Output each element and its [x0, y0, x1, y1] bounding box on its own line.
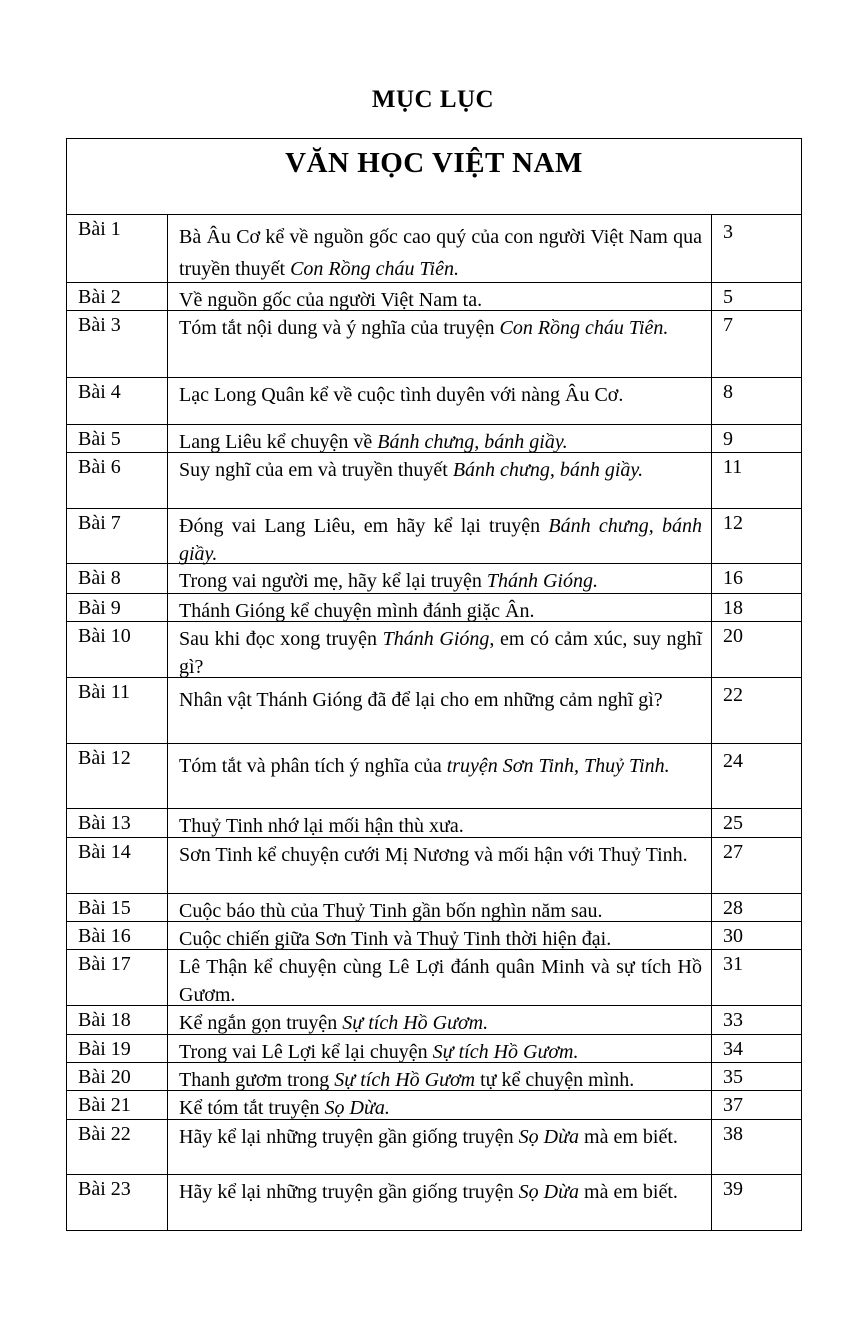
toc-row	[67, 1062, 801, 1090]
toc-row	[67, 215, 801, 282]
toc-row	[67, 424, 801, 452]
lesson-number: Bài 4	[67, 378, 168, 424]
lesson-title-italic: Con Rồng cháu Tiên.	[499, 317, 669, 339]
lesson-number: Bài 14	[67, 838, 168, 893]
toc-row	[67, 377, 801, 424]
page-number: 34	[723, 1038, 743, 1060]
lesson-number: Bài 5	[67, 425, 168, 452]
toc-row	[67, 743, 801, 808]
lesson-number: Bài 2	[67, 283, 168, 310]
page-number: 31	[723, 953, 743, 975]
lesson-number: Bài 12	[67, 744, 168, 808]
page-number: 30	[723, 925, 743, 947]
lesson-title-italic: Thánh Gióng.	[486, 570, 598, 592]
lesson-title-text: Cuộc chiến giữa Sơn Tinh và Thuỷ Tinh thời hiện đại.	[179, 928, 612, 950]
lesson-title-text: Hãy kể lại những truyện gần giống truyện	[179, 1126, 519, 1148]
lesson-title-text: Đóng vai Lang Liêu, em hãy kể lại truyện	[179, 515, 549, 537]
lesson-number: Bài 15	[67, 894, 168, 921]
toc-row	[67, 1034, 801, 1062]
lesson-number: Bài 20	[67, 1063, 168, 1090]
toc-row	[67, 837, 801, 893]
lesson-title	[168, 1063, 712, 1090]
lesson-title-text: Bà Âu Cơ kể về nguồn gốc cao quý của con người Việt Nam qua truyền thuyết	[179, 226, 702, 280]
toc-rows	[67, 215, 801, 1230]
page-number: 22	[723, 684, 743, 706]
page-number: 27	[723, 841, 743, 863]
lesson-title	[168, 622, 712, 677]
page-number: 25	[723, 812, 743, 834]
toc-row	[67, 677, 801, 743]
page-number: 5	[723, 286, 733, 308]
lesson-title-text: mà em biết.	[579, 1181, 678, 1203]
toc-row	[67, 282, 801, 310]
lesson-title	[168, 425, 712, 452]
lesson-title	[168, 311, 712, 377]
lesson-title-italic: Sự tích Hồ Gươm.	[432, 1041, 579, 1063]
toc-row	[67, 893, 801, 921]
lesson-number: Bài 23	[67, 1175, 168, 1230]
lesson-title	[168, 838, 712, 893]
toc-row	[67, 508, 801, 563]
lesson-title	[168, 744, 712, 808]
lesson-number: Bài 7	[67, 509, 168, 563]
page-number: 38	[723, 1123, 743, 1145]
lesson-title	[168, 509, 712, 563]
lesson-title-text: Nhân vật Thánh Gióng đã để lại cho em những cảm nghĩ gì?	[179, 689, 663, 711]
lesson-title-italic: Sự tích Hồ Gươm	[334, 1069, 476, 1091]
lesson-number: Bài 21	[67, 1091, 168, 1119]
lesson-title	[168, 1035, 712, 1062]
toc-row	[67, 593, 801, 621]
lesson-title-text: Lê Thận kể chuyện cùng Lê Lợi đánh quân Minh và sự tích Hồ Gươm.	[179, 956, 702, 1006]
lesson-title-text: Cuộc báo thù của Thuỷ Tinh gần bốn nghìn năm sau.	[179, 900, 603, 922]
lesson-number: Bài 1	[67, 215, 168, 282]
lesson-title-text: Trong vai người mẹ, hãy kể lại truyện	[179, 570, 487, 592]
page-number: 12	[723, 512, 743, 534]
page-number: 33	[723, 1009, 743, 1031]
lesson-title-text: tự kể chuyện mình.	[475, 1069, 635, 1091]
page-number: 3	[723, 221, 733, 243]
lesson-number: Bài 13	[67, 809, 168, 837]
lesson-number: Bài 22	[67, 1120, 168, 1174]
lesson-number: Bài 6	[67, 453, 168, 508]
page-number: 20	[723, 625, 743, 647]
lesson-title	[168, 378, 712, 424]
lesson-title	[168, 1175, 712, 1230]
lesson-number: Bài 16	[67, 922, 168, 949]
lesson-number: Bài 3	[67, 311, 168, 377]
toc-row	[67, 921, 801, 949]
lesson-title	[168, 215, 712, 282]
lesson-title-text: Lạc Long Quân kể về cuộc tình duyên với nàng Âu Cơ.	[179, 384, 624, 406]
lesson-title	[168, 950, 712, 1005]
toc-row	[67, 563, 801, 593]
lesson-title-text: Tóm tắt và phân tích ý nghĩa của	[179, 755, 447, 777]
lesson-title-text: Suy nghĩ của em và truyền thuyết	[179, 459, 453, 481]
lesson-title	[168, 594, 712, 621]
lesson-title-text: Sơn Tinh kể chuyện cưới Mị Nương và mối hận với Thuỷ Tinh.	[179, 844, 688, 866]
toc-row	[67, 1090, 801, 1119]
page-number: 39	[723, 1178, 743, 1200]
lesson-title-italic: Con Rồng cháu Tiên.	[290, 258, 459, 280]
lesson-title-text: , em có cảm xúc, suy nghĩ gì?	[179, 628, 702, 678]
lesson-title-text: Thanh gươm trong	[179, 1069, 335, 1091]
lesson-title-italic: Bánh chưng, bánh giầy.	[452, 459, 644, 481]
lesson-title-text: Hãy kể lại những truyện gần giống truyện	[179, 1181, 519, 1203]
page-number: 37	[723, 1094, 743, 1116]
section-heading: VĂN HỌC VIỆT NAM	[67, 139, 801, 215]
page-number: 8	[723, 381, 733, 403]
lesson-title-italic: truyện Sơn Tinh, Thuỷ Tinh.	[446, 755, 670, 777]
lesson-title	[168, 1006, 712, 1034]
lesson-title-text: Thuỷ Tinh nhớ lại mối hận thù xưa.	[179, 815, 464, 837]
lesson-number: Bài 10	[67, 622, 168, 677]
table-of-contents	[66, 138, 802, 1231]
lesson-title-italic: Sự tích Hồ Gươm.	[342, 1012, 489, 1034]
toc-row	[67, 808, 801, 837]
lesson-title-text: Về nguồn gốc của người Việt Nam ta.	[179, 289, 483, 311]
lesson-number: Bài 9	[67, 594, 168, 621]
toc-row	[67, 949, 801, 1005]
page-number: 16	[723, 567, 743, 589]
lesson-title-text: Sau khi đọc xong truyện	[179, 628, 383, 650]
lesson-title	[168, 678, 712, 743]
lesson-title-text: Lang Liêu kể chuyện về	[179, 431, 378, 453]
lesson-title	[168, 894, 712, 921]
lesson-title-italic: Sọ Dừa	[518, 1126, 580, 1148]
lesson-title	[168, 564, 712, 593]
lesson-title-text: Tóm tắt nội dung và ý nghĩa của truyện	[179, 317, 500, 339]
toc-row	[67, 1174, 801, 1230]
page-title: MỤC LỤC	[371, 86, 495, 113]
toc-row	[67, 310, 801, 377]
lesson-title-text: Thánh Gióng kể chuyện mình đánh giặc Ân.	[179, 600, 535, 622]
lesson-title-italic: Sọ Dừa.	[324, 1097, 390, 1119]
lesson-title-text: mà em biết.	[579, 1126, 678, 1148]
page-number: 7	[723, 314, 733, 336]
page-number: 18	[723, 597, 743, 619]
lesson-title-italic: Thánh Gióng	[382, 628, 490, 650]
lesson-title	[168, 922, 712, 949]
page-number: 9	[723, 428, 733, 450]
toc-row	[67, 621, 801, 677]
lesson-title	[168, 283, 712, 310]
lesson-number: Bài 19	[67, 1035, 168, 1062]
lesson-title-text: Kể tóm tắt truyện	[179, 1097, 325, 1119]
lesson-title-italic: Bánh chưng, bánh giầy.	[377, 431, 568, 453]
lesson-title	[168, 809, 712, 837]
lesson-number: Bài 18	[67, 1006, 168, 1034]
lesson-title-text: Trong vai Lê Lợi kể lại chuyện	[179, 1041, 433, 1063]
toc-row	[67, 1119, 801, 1174]
toc-row	[67, 452, 801, 508]
lesson-title-italic: Bánh chưng, bánh giầy.	[179, 515, 702, 565]
page-number: 35	[723, 1066, 743, 1088]
page-number: 24	[723, 750, 743, 772]
toc-row	[67, 1005, 801, 1034]
lesson-title-text: Kể ngắn gọn truyện	[179, 1012, 343, 1034]
lesson-title	[168, 1120, 712, 1174]
lesson-title-italic: Sọ Dừa	[518, 1181, 580, 1203]
lesson-title	[168, 453, 712, 508]
lesson-number: Bài 17	[67, 950, 168, 1005]
page-number: 11	[723, 456, 743, 478]
page-number: 28	[723, 897, 743, 919]
lesson-number: Bài 8	[67, 564, 168, 593]
lesson-number: Bài 11	[67, 678, 168, 743]
lesson-title	[168, 1091, 712, 1119]
